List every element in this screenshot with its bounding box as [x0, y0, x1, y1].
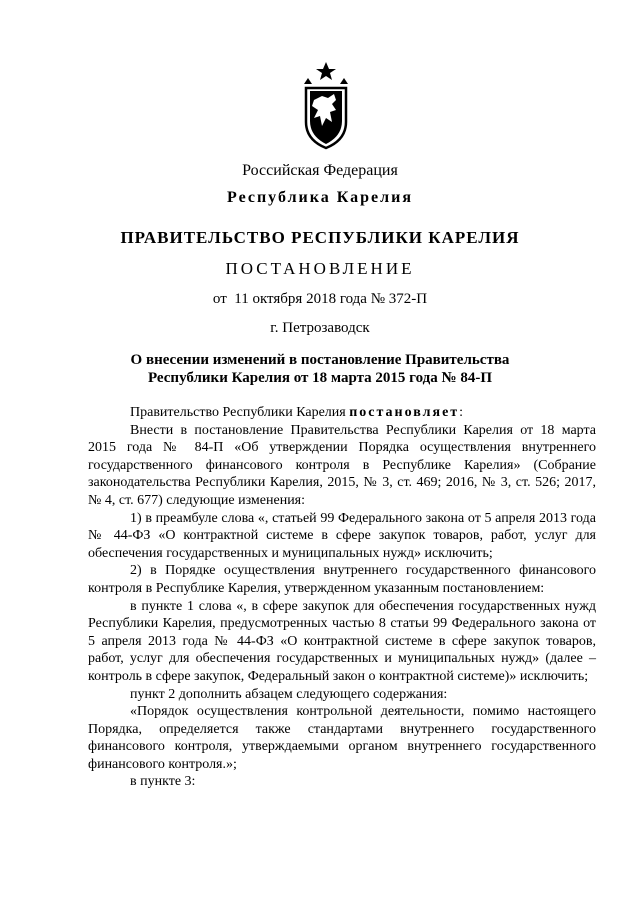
body-paragraph: в пункте 3:	[130, 774, 196, 790]
body-paragraph: 2) в Порядке осуществления внутреннего государственного финансового контроля в Республике Карелия, утвержденном указанным постановлением:	[88, 563, 596, 596]
document-type: ПОСТАНОВЛЕНИЕ	[225, 259, 415, 278]
preamble-resolves: постановляет	[349, 405, 460, 420]
document-city: г. Петрозаводск	[270, 320, 370, 336]
body-paragraph: 1) в преамбуле слова «, статьей 99 Федерального закона от 5 апреля 2013 года № 44-ФЗ «О контрактной системе в сфере закупок товаров, работ, услуг для обеспечения государственных и муниципальных нужд» исключить;	[88, 510, 596, 561]
preamble-lead: Правительство Республики Карелия	[130, 405, 350, 420]
document-body	[88, 404, 596, 791]
government-heading: ПРАВИТЕЛЬСТВО РЕСПУБЛИКИ КАРЕЛИЯ	[120, 228, 520, 247]
republic-name: Республика Карелия	[227, 189, 413, 206]
body-paragraph: «Порядок осуществления контрольной деятельности, помимо настоящего Порядка, определяется также стандартами внутреннего государственного финансового контроля, утверждаемыми органом внутреннего государственного финансового контроля.»;	[88, 704, 596, 772]
preamble-tail: :	[459, 405, 464, 420]
body-paragraph: Внести в постановление Правительства Республики Карелия от 18 марта 2015 года № 84-П «Об утверждении Порядка осуществления внутреннего государственного финансового контроля в Республике Карелия» (Собрание законодательства Республики Карелия, 2015, № 3, ст. 469; 2016, № 3, ст. 526; 2017, № 4, ст. 677) следующие изменения:	[88, 422, 596, 508]
body-paragraph-preamble	[88, 404, 596, 422]
karelia-coat-of-arms-emblem	[300, 60, 352, 150]
document-date-number: от 11 октября 2018 года № 372-П	[212, 291, 428, 307]
body-paragraph: в пункте 1 слова «, в сфере закупок для обеспечения государственных нужд Республики Карелия, предусмотренных частью 8 статьи 99 Федерального закона от 5 апреля 2013 года № 44-ФЗ «О контрактной системе в сфере закупок товаров, работ, услуг для обеспечения государственных и муниципальных нужд» (далее – контроль в сфере закупок, Федеральный закон о контрактной системе)» исключить;	[88, 598, 596, 684]
document-title	[0, 351, 640, 387]
country-name: Российская Федерация	[242, 162, 398, 179]
body-paragraph: пункт 2 дополнить абзацем следующего содержания:	[130, 686, 448, 702]
document-title-line-1: О внесении изменений в постановление Правительства	[130, 352, 510, 368]
document-title-line-2: Республики Карелия от 18 марта 2015 года № 84-П	[147, 370, 493, 386]
